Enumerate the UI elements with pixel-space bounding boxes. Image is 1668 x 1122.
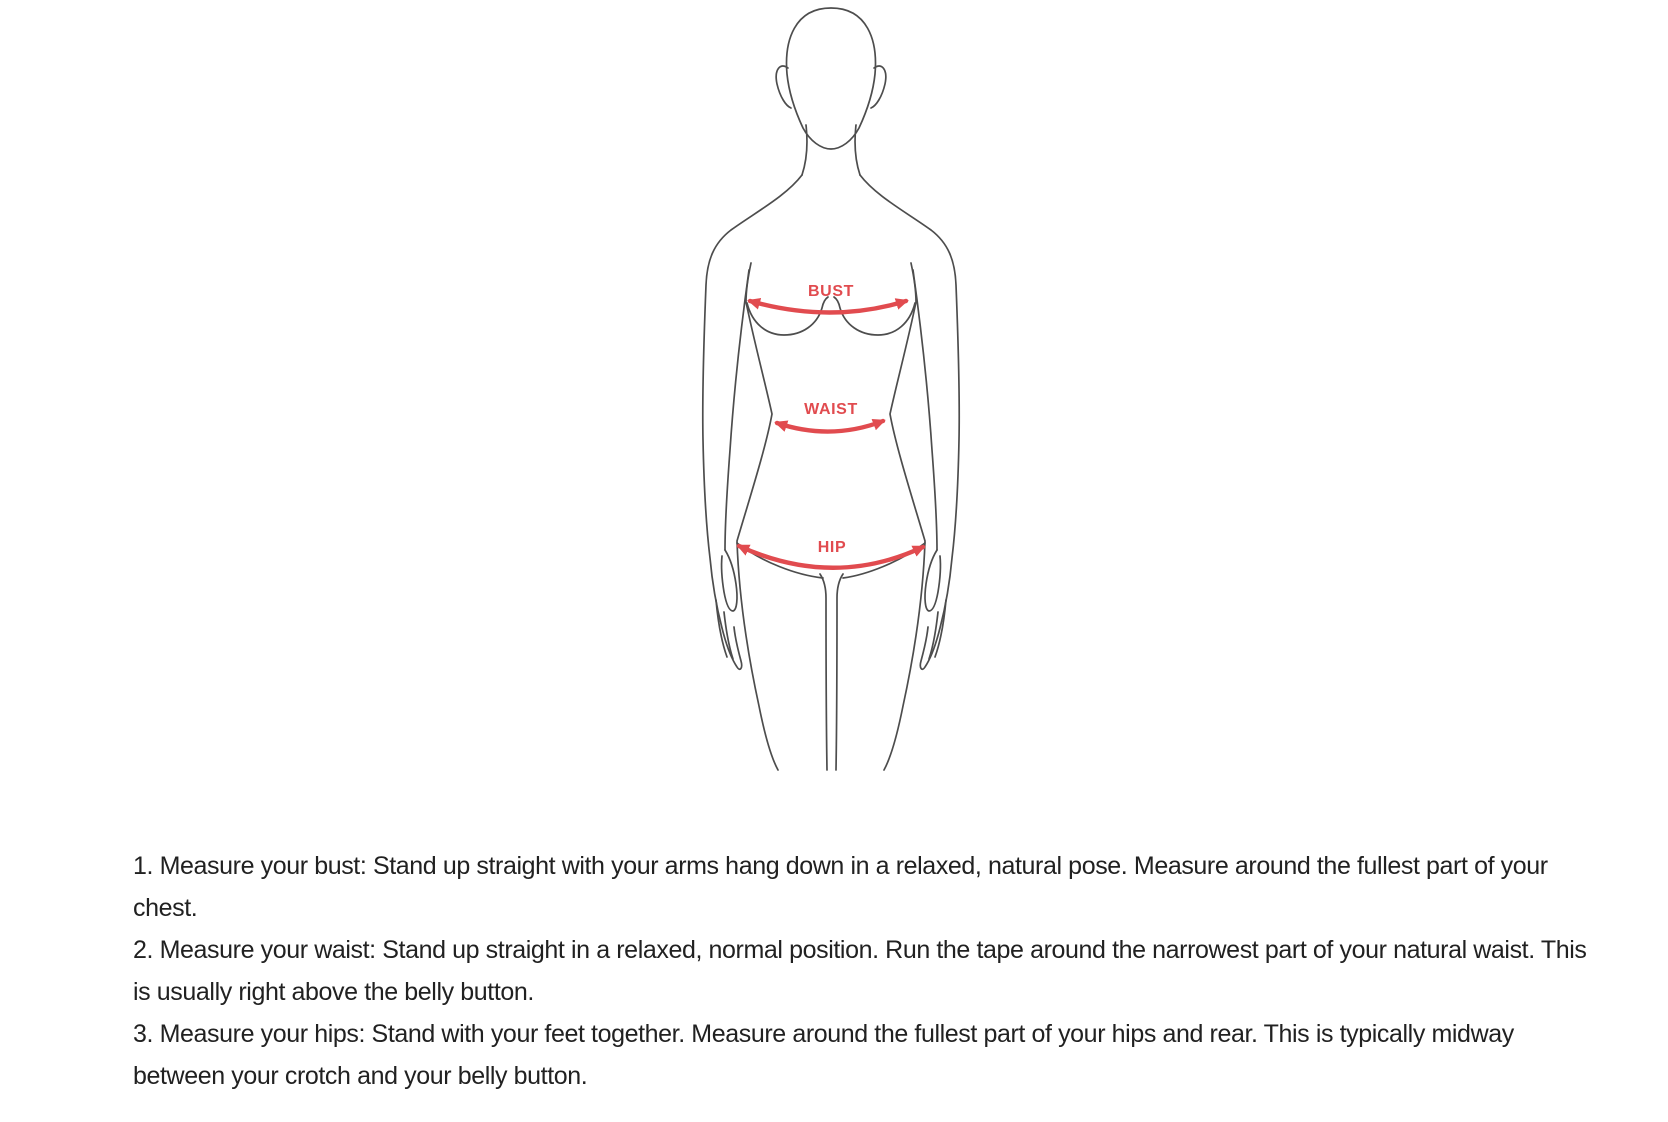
instruction-number: 2. — [133, 936, 154, 964]
bust-measure-line — [750, 301, 906, 313]
right-inner-leg — [836, 574, 843, 770]
waist-label: WAIST — [804, 401, 858, 418]
waist-measure-line — [777, 421, 883, 432]
measurement-lines — [739, 301, 923, 568]
head-outline — [787, 8, 876, 149]
instruction-text: Measure your hips: Stand with your feet together. Measure around the fullest part of your hips and rear. This is typically midway between your crotch and your belly button. — [133, 1020, 1514, 1090]
left-inner-leg — [820, 574, 827, 770]
measurement-instructions — [133, 845, 1603, 1097]
figure-outline — [703, 8, 960, 770]
instruction-text: Measure your bust: Stand up straight with your arms hang down in a relaxed, natural pose. Measure around the fullest part of your chest. — [133, 852, 1548, 922]
torso-left-outline — [737, 263, 778, 770]
neck-left — [802, 125, 807, 175]
instruction-item-waist — [133, 929, 1603, 1013]
instruction-item-bust — [133, 845, 1603, 929]
torso-right-outline — [884, 263, 925, 770]
neck-right — [855, 125, 860, 175]
bust-label: BUST — [808, 283, 854, 300]
right-arm-inner — [913, 270, 937, 550]
left-arm-outline — [703, 175, 802, 669]
left-thumb — [722, 550, 737, 611]
instruction-number: 1. — [133, 852, 154, 880]
instruction-item-hips — [133, 1013, 1603, 1097]
right-thumb — [925, 550, 940, 611]
instruction-text: Measure your waist: Stand up straight in a relaxed, normal position. Run the tape around the narrowest part of your natural waist. This is usually right above the belly button. — [133, 936, 1587, 1006]
body-measurement-figure — [695, 0, 965, 775]
left-arm-inner — [725, 270, 749, 550]
figure-illustration — [695, 0, 965, 775]
instruction-number: 3. — [133, 1020, 154, 1048]
hip-label: HIP — [817, 539, 847, 556]
